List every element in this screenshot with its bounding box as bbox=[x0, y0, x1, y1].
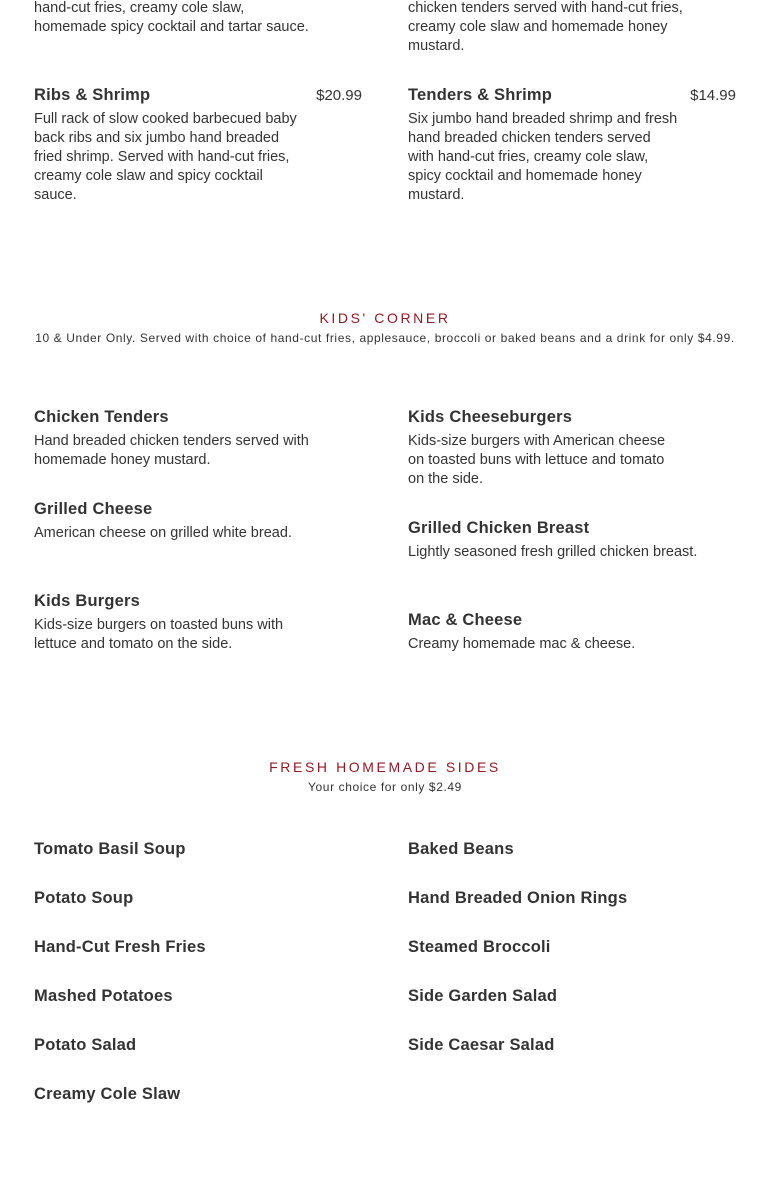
kids-item-name: Mac & Cheese bbox=[408, 611, 523, 629]
side-item: Hand-Cut Fresh Fries bbox=[34, 938, 206, 956]
partial-item-description-right: chicken tenders served with hand-cut fries, creamy cole slaw and homemade honey mustard. bbox=[408, 0, 683, 54]
side-item: Side Caesar Salad bbox=[408, 1036, 555, 1054]
kids-item-description: Hand breaded chicken tenders served with homemade honey mustard. bbox=[34, 433, 309, 468]
kids-item-name: Chicken Tenders bbox=[34, 408, 169, 426]
side-item: Potato Salad bbox=[34, 1036, 137, 1054]
kids-item-description: Kids-size burgers on toasted buns with lettuce and tomato on the side. bbox=[34, 617, 284, 652]
side-item: Baked Beans bbox=[408, 840, 514, 858]
kids-item-name: Grilled Chicken Breast bbox=[408, 519, 590, 537]
side-item: Tomato Basil Soup bbox=[34, 840, 186, 858]
menu-item-price-ribs-shrimp: $20.99 bbox=[316, 87, 362, 104]
kids-item-description: Lightly seasoned fresh grilled chicken breast. bbox=[408, 544, 698, 560]
kids-item-name: Kids Burgers bbox=[34, 592, 141, 610]
menu-item-description-tenders-shrimp: Six jumbo hand breaded shrimp and fresh hand breaded chicken tenders served with hand-cut fries, creamy cole slaw, spicy cocktail and homemade honey mustard. bbox=[408, 111, 678, 203]
section-subtitle-kids-corner: 10 & Under Only. Served with choice of hand-cut fries, applesauce, broccoli or baked beans and a drink for only $4.99. bbox=[35, 331, 735, 345]
section-subtitle-sides: Your choice for only $2.49 bbox=[308, 780, 462, 794]
menu-item-name-tenders-shrimp: Tenders & Shrimp bbox=[408, 86, 553, 104]
menu-item-description-ribs-shrimp: Full rack of slow cooked barbecued baby back ribs and six jumbo hand breaded fried shrimp. Served with hand-cut fries, creamy cole slaw and spicy cocktail sauce. bbox=[34, 111, 297, 203]
side-item: Hand Breaded Onion Rings bbox=[408, 889, 628, 907]
section-title-sides: FRESH HOMEMADE SIDES bbox=[269, 759, 501, 775]
kids-item-description: Kids-size burgers with American cheese on toasted buns with lettuce and tomato on the side. bbox=[408, 433, 666, 487]
side-item: Potato Soup bbox=[34, 889, 134, 907]
kids-item-name: Grilled Cheese bbox=[34, 500, 153, 518]
partial-item-description-left: hand-cut fries, creamy cole slaw, homemade spicy cocktail and tartar sauce. bbox=[34, 0, 309, 35]
kids-item-description: Creamy homemade mac & cheese. bbox=[408, 636, 636, 652]
section-title-kids-corner: KIDS' CORNER bbox=[319, 310, 451, 326]
kids-item-description: American cheese on grilled white bread. bbox=[34, 525, 292, 541]
menu-item-price-tenders-shrimp: $14.99 bbox=[690, 87, 736, 104]
side-item: Steamed Broccoli bbox=[408, 938, 551, 956]
side-item: Creamy Cole Slaw bbox=[34, 1085, 181, 1103]
menu-item-name-ribs-shrimp: Ribs & Shrimp bbox=[34, 86, 151, 104]
side-item: Mashed Potatoes bbox=[34, 987, 173, 1005]
side-item: Side Garden Salad bbox=[408, 987, 558, 1005]
kids-item-name: Kids Cheeseburgers bbox=[408, 408, 573, 426]
